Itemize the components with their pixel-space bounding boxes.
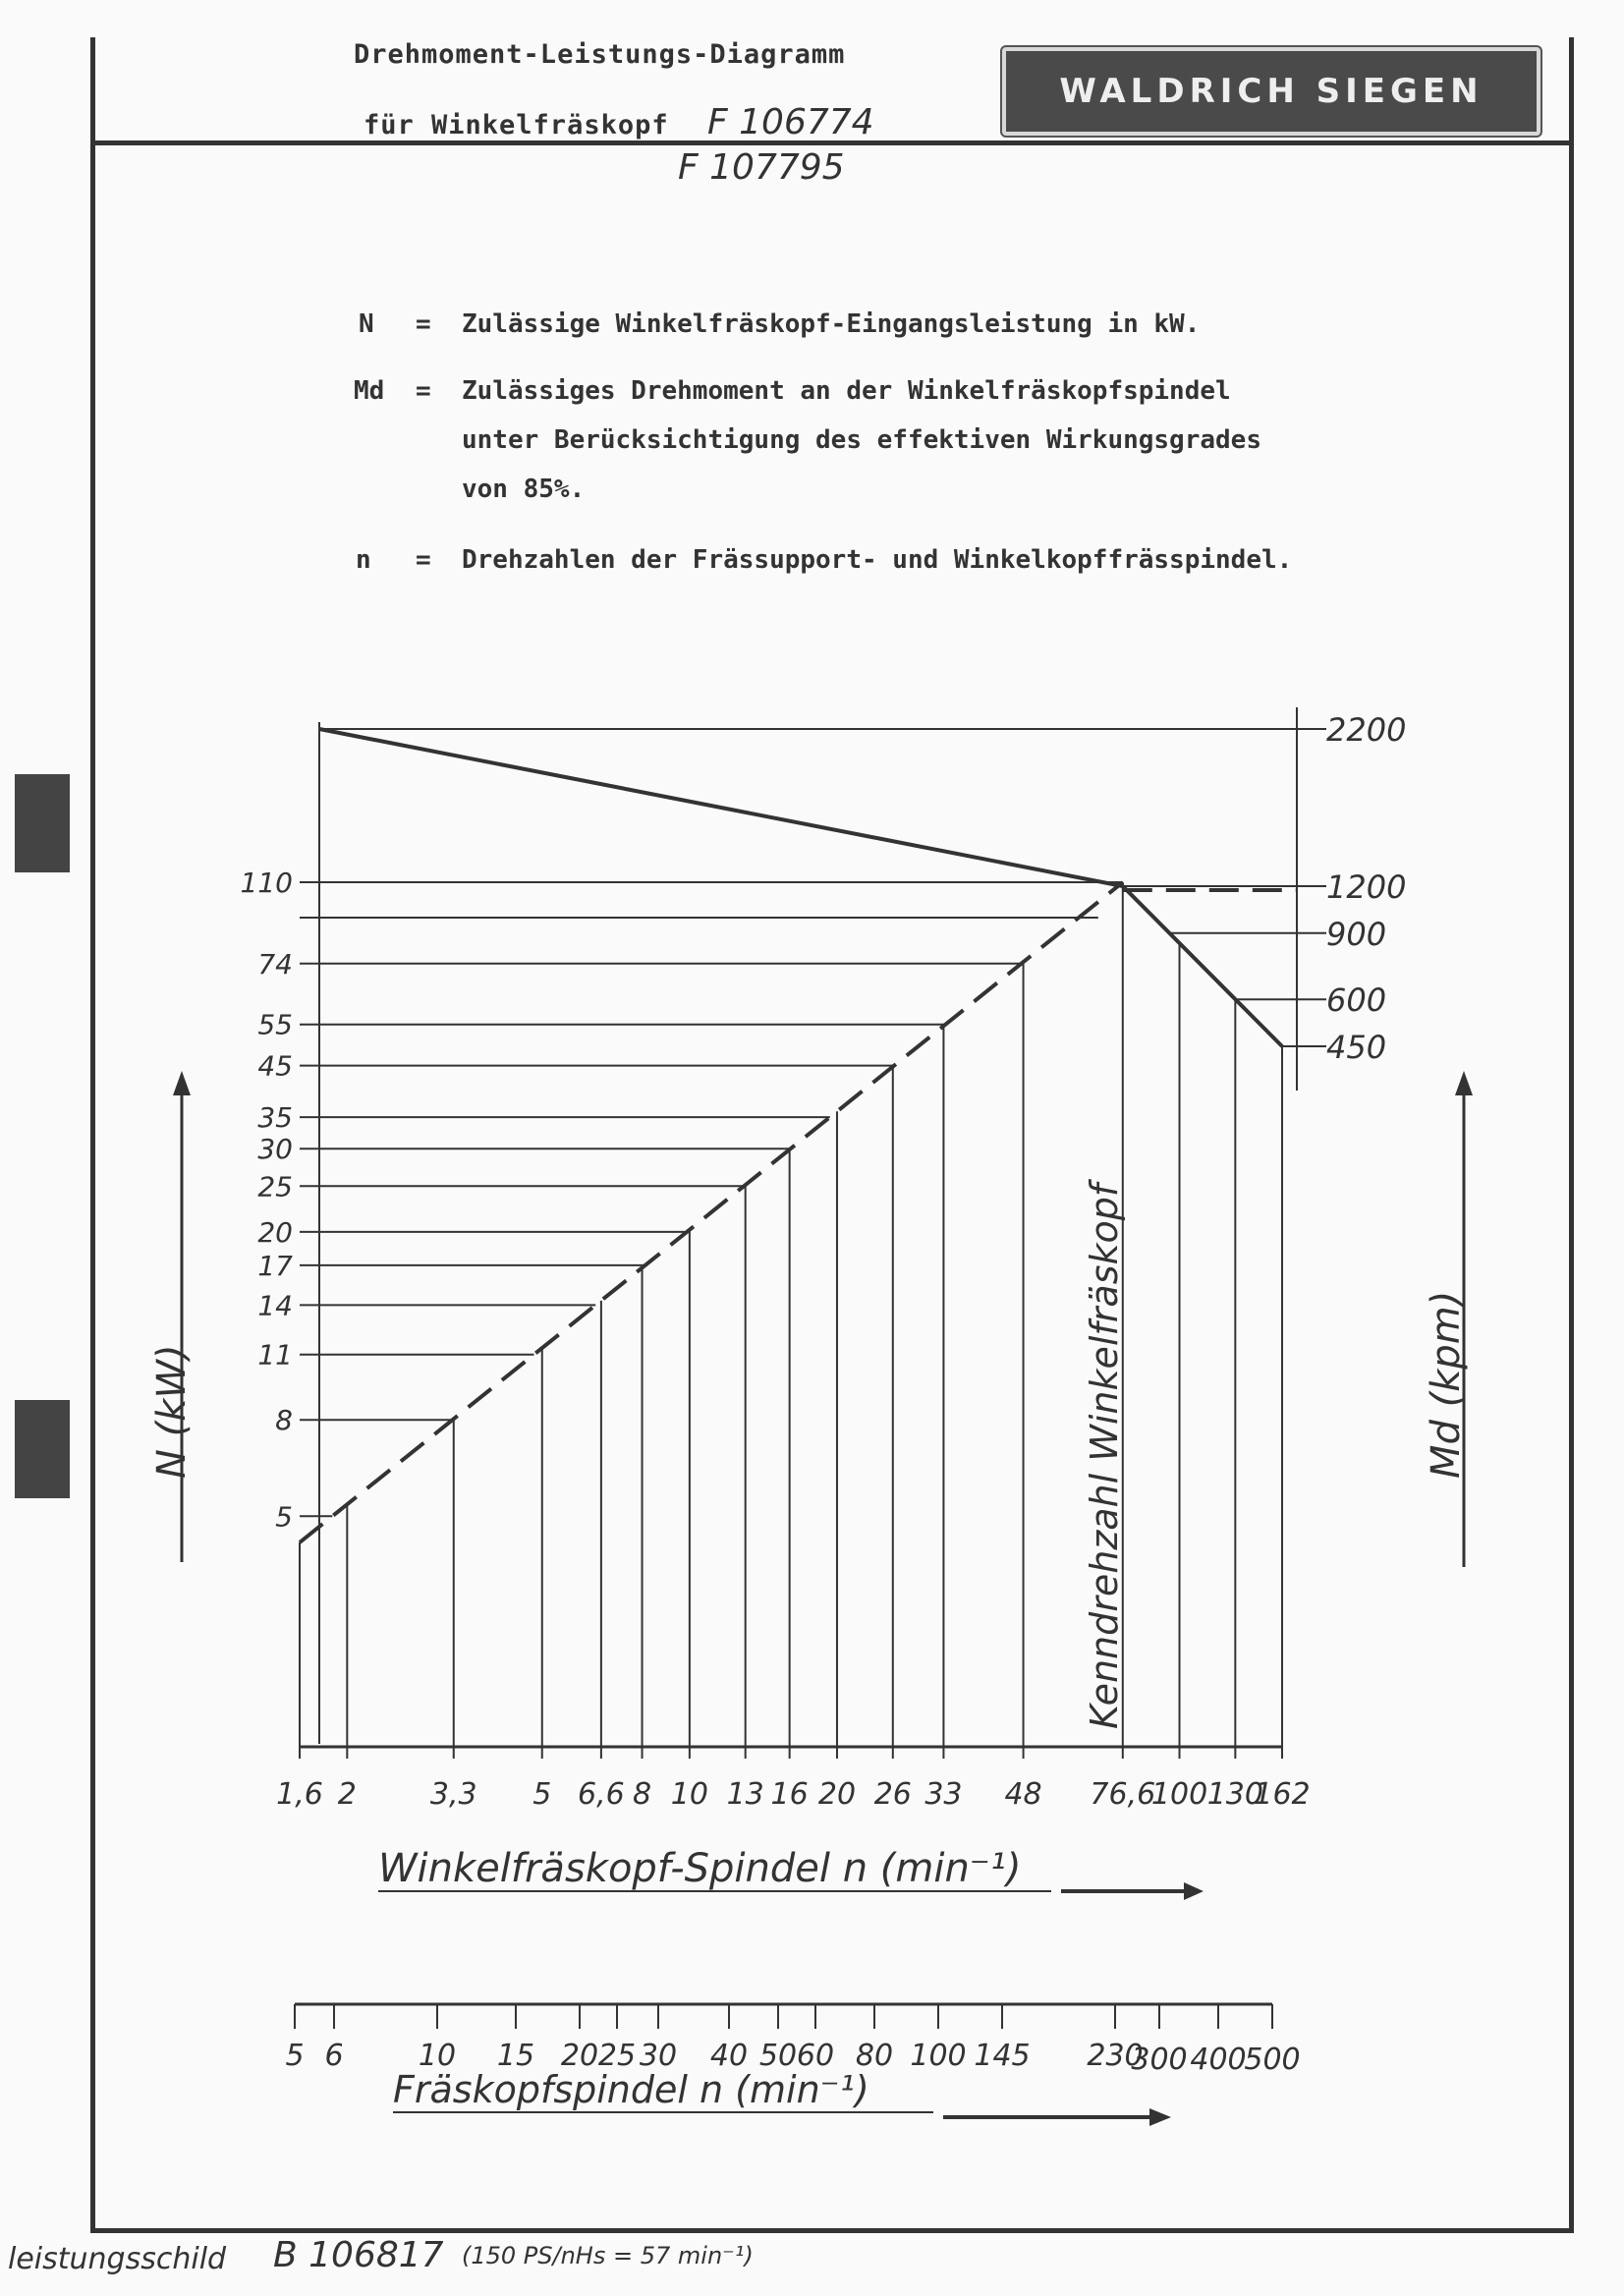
y-left-tick-label: 14 xyxy=(257,1289,293,1322)
x-axis-arrow-head xyxy=(1184,1882,1204,1900)
x2-tick-label: 15 xyxy=(496,2039,535,2073)
x2-tick-label: 300 xyxy=(1131,2043,1188,2077)
x2-axis-arrow-head xyxy=(1149,2108,1171,2126)
x-tick-label: 76,6 xyxy=(1090,1777,1156,1812)
chart-labels xyxy=(149,711,1473,2126)
legend-eq-md: = xyxy=(416,376,431,406)
x2-tick-label: 230 xyxy=(1087,2039,1144,2073)
y-left-tick-label: 5 xyxy=(275,1500,293,1534)
legend-text-md-line2: unter Berücksichtigung des effektiven Wirkungsgrades xyxy=(462,425,1261,455)
y-right-tick-label: 450 xyxy=(1326,1029,1387,1066)
x-tick-label: 8 xyxy=(632,1777,652,1812)
footer-note: (150 PS/nHs = 57 min⁻¹) xyxy=(462,2242,754,2269)
x-tick-label: 3,3 xyxy=(429,1777,477,1812)
header-title-line1: Drehmoment-Leistungs-Diagramm xyxy=(354,39,846,70)
x2-axis-title: Fräskopfspindel n (min⁻¹) xyxy=(393,2068,869,2111)
x2-tick-label: 80 xyxy=(855,2039,894,2073)
x-tick-label: 162 xyxy=(1254,1777,1311,1812)
x2-tick-label: 400 xyxy=(1190,2043,1247,2077)
y-left-arrow-head xyxy=(173,1071,191,1095)
x-tick-label: 26 xyxy=(873,1777,912,1812)
x2-tick-label: 145 xyxy=(974,2039,1031,2073)
y-right-tick-label: 2200 xyxy=(1326,711,1407,749)
power-curve-dashed xyxy=(300,882,1123,1542)
legend-eq-speed: = xyxy=(416,545,431,575)
legend-sym-n: N xyxy=(359,309,374,339)
header-title-line2: für Winkelfräskopf xyxy=(364,110,669,140)
y-left-tick-label: 25 xyxy=(257,1170,293,1204)
x-tick-label: 16 xyxy=(770,1777,809,1812)
x-tick-label: 33 xyxy=(924,1777,963,1812)
x2-tick-label: 10 xyxy=(418,2039,457,2073)
x-tick-label: 13 xyxy=(726,1777,764,1812)
y-left-tick-label: 17 xyxy=(257,1249,293,1282)
torque-curve xyxy=(319,729,1282,1046)
chart-grid xyxy=(300,707,1326,1759)
y-left-tick-label: 20 xyxy=(257,1215,293,1249)
kenndrehzahl-annotation: Kenndrehzahl Winkelfräskopf xyxy=(1083,1183,1126,1729)
x-tick-label: 48 xyxy=(1004,1777,1042,1812)
x-tick-label: 2 xyxy=(337,1777,357,1812)
x2-tick-label: 6 xyxy=(324,2039,344,2073)
part-number-1: F 106774 xyxy=(707,102,874,142)
legend-text-md-line3: von 85%. xyxy=(462,475,586,504)
x2-tick-label: 5 xyxy=(285,2039,305,2073)
legend-eq-n: = xyxy=(416,309,431,339)
y-left-tick-label: 55 xyxy=(257,1008,293,1041)
x2-tick-label: 20 xyxy=(560,2039,599,2073)
legend-sym-md: Md xyxy=(354,376,385,406)
x2-tick-label: 100 xyxy=(910,2039,967,2073)
y-left-tick-label: 110 xyxy=(240,867,293,899)
y-left-axis-title: N (kW) xyxy=(149,1344,195,1479)
x-tick-label: 10 xyxy=(670,1777,708,1812)
y-left-tick-label: 8 xyxy=(275,1404,293,1437)
x2-tick-label: 25 xyxy=(597,2039,637,2073)
y-left-tick-label: 74 xyxy=(257,947,293,980)
legend-text-speed: Drehzahlen der Frässupport- und Winkelkopffrässpindel. xyxy=(462,545,1293,575)
x-tick-label: 1,6 xyxy=(276,1777,323,1812)
x-tick-label: 5 xyxy=(532,1777,552,1812)
x-tick-label: 100 xyxy=(1150,1777,1208,1812)
y-right-tick-label: 600 xyxy=(1326,981,1387,1020)
x2-tick-label: 500 xyxy=(1244,2043,1301,2077)
y-left-tick-label: 35 xyxy=(257,1101,293,1135)
part-number-2: F 107795 xyxy=(678,147,845,188)
chart-series xyxy=(300,729,1297,1542)
x-tick-label: 20 xyxy=(817,1777,857,1812)
x2-tick-label: 60 xyxy=(796,2039,835,2073)
footer-left-label: leistungsschild xyxy=(8,2242,227,2276)
y-left-tick-label: 45 xyxy=(257,1049,293,1083)
x-axis-title: Winkelfräskopf-Spindel n (min⁻¹) xyxy=(378,1846,1022,1891)
x-tick-label: 6,6 xyxy=(578,1777,625,1812)
x2-tick-label: 50 xyxy=(758,2039,798,2073)
footer-code: B 106817 xyxy=(273,2235,444,2275)
legend-text-n: Zulässige Winkelfräskopf-Eingangsleistung in kW. xyxy=(462,309,1201,339)
company-logo: WALDRICH SIEGEN xyxy=(1002,47,1540,136)
y-right-axis-title: Md (kpm) xyxy=(1424,1290,1469,1479)
legend-sym-speed: n xyxy=(356,545,371,575)
y-right-tick-label: 900 xyxy=(1326,915,1387,953)
x2-tick-label: 30 xyxy=(639,2039,678,2073)
y-right-tick-label: 1200 xyxy=(1326,868,1407,906)
y-left-tick-label: 11 xyxy=(257,1338,293,1372)
x-tick-label: 130 xyxy=(1206,1777,1263,1812)
x2-tick-label: 40 xyxy=(709,2039,749,2073)
y-right-arrow-head xyxy=(1455,1071,1473,1095)
y-left-tick-label: 30 xyxy=(257,1133,293,1166)
legend-text-md: Zulässiges Drehmoment an der Winkelfräskopfspindel xyxy=(462,376,1231,406)
